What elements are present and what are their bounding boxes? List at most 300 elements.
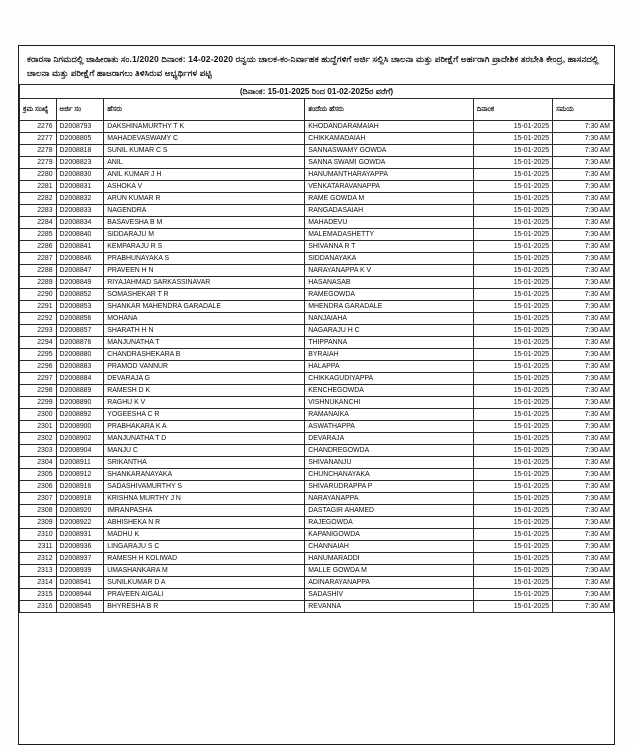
cell-date: 15-01-2025 (473, 265, 552, 277)
cell-serial-number: 2314 (20, 577, 57, 589)
cell-candidate-name: KRISHNA MURTHY J N (104, 493, 305, 505)
cell-application-number: D2008922 (56, 517, 104, 529)
cell-serial-number: 2291 (20, 301, 57, 313)
cell-father-name: SHIVANANJU (305, 457, 474, 469)
cell-candidate-name: RIYAJAHMAD SARKASSINAVAR (104, 277, 305, 289)
cell-father-name: SIDDANAYAKA (305, 253, 474, 265)
cell-candidate-name: CHANDRASHEKARA B (104, 349, 305, 361)
cell-serial-number: 2310 (20, 529, 57, 541)
cell-serial-number: 2312 (20, 553, 57, 565)
cell-time: 7:30 AM (553, 385, 614, 397)
cell-time: 7:30 AM (553, 253, 614, 265)
cell-date: 15-01-2025 (473, 529, 552, 541)
cell-serial-number: 2316 (20, 601, 57, 613)
cell-date: 15-01-2025 (473, 229, 552, 241)
cell-serial-number: 2285 (20, 229, 57, 241)
date-range: (ದಿನಾಂಕ: 15-01-2025 ರಿಂದ 01-02-2025ರ ವರೆಗೆ) (20, 85, 614, 99)
cell-father-name: CHUNCHANAYAKA (305, 469, 474, 481)
cell-father-name: CHIKKAGUDIYAPPA (305, 373, 474, 385)
cell-application-number: D2008880 (56, 349, 104, 361)
table-row (20, 205, 614, 217)
cell-time: 7:30 AM (553, 601, 614, 613)
cell-father-name: KAPANIGOWDA (305, 529, 474, 541)
cell-time: 7:30 AM (553, 373, 614, 385)
cell-time: 7:30 AM (553, 589, 614, 601)
cell-date: 15-01-2025 (473, 577, 552, 589)
cell-date: 15-01-2025 (473, 409, 552, 421)
cell-time: 7:30 AM (553, 217, 614, 229)
table-row (20, 385, 614, 397)
cell-father-name: RAJEGOWDA (305, 517, 474, 529)
cell-application-number: D2008931 (56, 529, 104, 541)
col-header-father-name: ತಂದೆಯ ಹೆಸರು (305, 99, 474, 121)
cell-father-name: BYRAIAH (305, 349, 474, 361)
table-row (20, 181, 614, 193)
cell-father-name: DEVARAJA (305, 433, 474, 445)
table-row (20, 481, 614, 493)
cell-father-name: NANJAIAHA (305, 313, 474, 325)
cell-father-name: DASTAGIR AHAMED (305, 505, 474, 517)
cell-candidate-name: YOGEESHA C R (104, 409, 305, 421)
cell-date: 15-01-2025 (473, 457, 552, 469)
cell-time: 7:30 AM (553, 277, 614, 289)
cell-father-name: KHODANDARAMAIAH (305, 121, 474, 133)
cell-serial-number: 2276 (20, 121, 57, 133)
cell-date: 15-01-2025 (473, 133, 552, 145)
cell-date: 15-01-2025 (473, 373, 552, 385)
table-row (20, 445, 614, 457)
cell-time: 7:30 AM (553, 241, 614, 253)
cell-father-name: RAMEGOWDA (305, 289, 474, 301)
cell-application-number: D2008849 (56, 277, 104, 289)
cell-serial-number: 2305 (20, 469, 57, 481)
cell-time: 7:30 AM (553, 517, 614, 529)
table-row (20, 589, 614, 601)
cell-date: 15-01-2025 (473, 445, 552, 457)
table-row (20, 157, 614, 169)
cell-candidate-name: MADHU K (104, 529, 305, 541)
col-header-time: ಸಮಯ (553, 99, 614, 121)
cell-date: 15-01-2025 (473, 157, 552, 169)
cell-date: 15-01-2025 (473, 541, 552, 553)
cell-serial-number: 2288 (20, 265, 57, 277)
cell-father-name: THIPPANNA (305, 337, 474, 349)
table-row (20, 553, 614, 565)
cell-serial-number: 2289 (20, 277, 57, 289)
candidate-table (19, 84, 614, 613)
cell-candidate-name: SHANKARANAYAKA (104, 469, 305, 481)
cell-date: 15-01-2025 (473, 169, 552, 181)
cell-candidate-name: SUNILKUMAR D A (104, 577, 305, 589)
table-header-row (20, 99, 614, 121)
col-header-serial: ಕ್ರಮ ಸಂಖ್ಯೆ (20, 99, 57, 121)
cell-father-name: RANGADASAIAH (305, 205, 474, 217)
table-row (20, 529, 614, 541)
cell-date: 15-01-2025 (473, 469, 552, 481)
cell-candidate-name: KEMPARAJU R S (104, 241, 305, 253)
cell-candidate-name: PRABHUNAYAKA S (104, 253, 305, 265)
cell-time: 7:30 AM (553, 265, 614, 277)
cell-time: 7:30 AM (553, 577, 614, 589)
cell-time: 7:30 AM (553, 433, 614, 445)
cell-father-name: SADASHIV (305, 589, 474, 601)
cell-father-name: MHENDRA GARADALE (305, 301, 474, 313)
cell-candidate-name: BASAVESHA B M (104, 217, 305, 229)
cell-father-name: CHANNAIAH (305, 541, 474, 553)
cell-serial-number: 2298 (20, 385, 57, 397)
cell-serial-number: 2279 (20, 157, 57, 169)
cell-serial-number: 2299 (20, 397, 57, 409)
cell-application-number: D2008823 (56, 157, 104, 169)
cell-time: 7:30 AM (553, 541, 614, 553)
cell-time: 7:30 AM (553, 565, 614, 577)
cell-candidate-name: MANJU C (104, 445, 305, 457)
cell-date: 15-01-2025 (473, 553, 552, 565)
document-title: ಕರಾರಸಾ ನಿಗಮದಲ್ಲಿ ಜಾಹೀರಾತು ಸಂ.1/2020 ದಿನಾಂಕ: 14-02-2020 ರನ್ವಯ ಚಾಲಕ-ಕಂ-ನಿರ್ವಾಹಕ ಹುದ್ದೆಗಳಿಗೆ ಅರ್ಜಿ ಸಲ್ಲಿಸಿ ಚಾಲನಾ ಮತ್ತು ಪರೀಕ್ಷೆಗೆ ಅರ್ಹರಾಗಿ ಪ್ರಾದೇಶಿಕ ತರಬೇತಿ ಕೇಂದ್ರ, ಹಾಸನದಲ್ಲಿ ಚಾಲನಾ ಮತ್ತು ಪರೀಕ್ಷೆಗೆ ಹಾಜರಾಗಲು ತಿಳಿಸಿರುವ ಅಭ್ಯರ್ಥಿಗಳ ಪಟ್ಟಿ (27, 54, 599, 78)
cell-father-name: HANUMANTHARAYAPPA (305, 169, 474, 181)
cell-application-number: D2008883 (56, 361, 104, 373)
cell-serial-number: 2303 (20, 445, 57, 457)
table-row (20, 169, 614, 181)
cell-date: 15-01-2025 (473, 193, 552, 205)
cell-date: 15-01-2025 (473, 385, 552, 397)
cell-time: 7:30 AM (553, 481, 614, 493)
cell-serial-number: 2313 (20, 565, 57, 577)
cell-candidate-name: BHYRESHA B R (104, 601, 305, 613)
cell-father-name: HALAPPA (305, 361, 474, 373)
cell-father-name: VENKATARAVANAPPA (305, 181, 474, 193)
cell-father-name: RAMANAIKA (305, 409, 474, 421)
cell-time: 7:30 AM (553, 229, 614, 241)
table-row (20, 541, 614, 553)
table-row (20, 421, 614, 433)
cell-father-name: VISHNUKANCHI (305, 397, 474, 409)
cell-serial-number: 2278 (20, 145, 57, 157)
table-row (20, 277, 614, 289)
cell-application-number: D2008856 (56, 313, 104, 325)
cell-application-number: D2008912 (56, 469, 104, 481)
table-row (20, 433, 614, 445)
cell-application-number: D2008892 (56, 409, 104, 421)
cell-father-name: SANNA SWAMI GOWDA (305, 157, 474, 169)
cell-candidate-name: PRAVEEN H N (104, 265, 305, 277)
table-row (20, 493, 614, 505)
table-row (20, 469, 614, 481)
cell-candidate-name: RAMESH D K (104, 385, 305, 397)
cell-father-name: RAME GOWDA M (305, 193, 474, 205)
cell-application-number: D2008847 (56, 265, 104, 277)
cell-candidate-name: SHANKAR MAHENDRA GARADALE (104, 301, 305, 313)
cell-application-number: D2008834 (56, 217, 104, 229)
cell-time: 7:30 AM (553, 505, 614, 517)
cell-serial-number: 2302 (20, 433, 57, 445)
cell-application-number: D2008944 (56, 589, 104, 601)
cell-application-number: D2008840 (56, 229, 104, 241)
candidate-table-body (20, 121, 614, 613)
cell-application-number: D2008857 (56, 325, 104, 337)
table-row (20, 517, 614, 529)
table-row (20, 361, 614, 373)
cell-time: 7:30 AM (553, 457, 614, 469)
cell-date: 15-01-2025 (473, 253, 552, 265)
cell-father-name: SANNASWAMY GOWDA (305, 145, 474, 157)
cell-serial-number: 2294 (20, 337, 57, 349)
document-page (18, 45, 615, 745)
cell-candidate-name: PRAVEEN AIGALI (104, 589, 305, 601)
table-row (20, 229, 614, 241)
cell-application-number: D2008904 (56, 445, 104, 457)
cell-date: 15-01-2025 (473, 145, 552, 157)
cell-serial-number: 2280 (20, 169, 57, 181)
cell-serial-number: 2290 (20, 289, 57, 301)
cell-time: 7:30 AM (553, 553, 614, 565)
cell-candidate-name: LINGARAJU S C (104, 541, 305, 553)
cell-time: 7:30 AM (553, 169, 614, 181)
cell-time: 7:30 AM (553, 181, 614, 193)
cell-date: 15-01-2025 (473, 205, 552, 217)
table-row (20, 349, 614, 361)
cell-candidate-name: ANIL KUMAR J H (104, 169, 305, 181)
cell-application-number: D2008920 (56, 505, 104, 517)
cell-date: 15-01-2025 (473, 313, 552, 325)
cell-serial-number: 2307 (20, 493, 57, 505)
cell-time: 7:30 AM (553, 361, 614, 373)
date-range-row (20, 85, 614, 99)
cell-application-number: D2008941 (56, 577, 104, 589)
cell-date: 15-01-2025 (473, 433, 552, 445)
cell-candidate-name: PRAMOD VANNUR (104, 361, 305, 373)
cell-date: 15-01-2025 (473, 349, 552, 361)
cell-application-number: D2008818 (56, 145, 104, 157)
cell-time: 7:30 AM (553, 325, 614, 337)
cell-time: 7:30 AM (553, 301, 614, 313)
cell-date: 15-01-2025 (473, 481, 552, 493)
cell-date: 15-01-2025 (473, 397, 552, 409)
cell-time: 7:30 AM (553, 349, 614, 361)
cell-serial-number: 2293 (20, 325, 57, 337)
cell-time: 7:30 AM (553, 121, 614, 133)
cell-serial-number: 2281 (20, 181, 57, 193)
cell-candidate-name: ANIL (104, 157, 305, 169)
cell-serial-number: 2315 (20, 589, 57, 601)
cell-application-number: D2008918 (56, 493, 104, 505)
table-row (20, 217, 614, 229)
cell-application-number: D2008805 (56, 133, 104, 145)
cell-father-name: NARAYANAPPA (305, 493, 474, 505)
cell-candidate-name: RAMESH H KOLIWAD (104, 553, 305, 565)
cell-serial-number: 2292 (20, 313, 57, 325)
cell-serial-number: 2300 (20, 409, 57, 421)
cell-candidate-name: IMRANPASHA (104, 505, 305, 517)
cell-application-number: D2008852 (56, 289, 104, 301)
cell-father-name: HASANASAB (305, 277, 474, 289)
table-row (20, 565, 614, 577)
cell-candidate-name: NAGENDRA (104, 205, 305, 217)
table-row (20, 289, 614, 301)
cell-serial-number: 2301 (20, 421, 57, 433)
cell-application-number: D2008831 (56, 181, 104, 193)
cell-application-number: D2008884 (56, 373, 104, 385)
cell-serial-number: 2284 (20, 217, 57, 229)
cell-time: 7:30 AM (553, 529, 614, 541)
table-row (20, 373, 614, 385)
table-row (20, 409, 614, 421)
cell-father-name: SHIVANNA R T (305, 241, 474, 253)
cell-date: 15-01-2025 (473, 241, 552, 253)
cell-application-number: D2008793 (56, 121, 104, 133)
cell-application-number: D2008876 (56, 337, 104, 349)
cell-father-name: KENCHEGOWDA (305, 385, 474, 397)
cell-date: 15-01-2025 (473, 421, 552, 433)
table-row (20, 325, 614, 337)
cell-date: 15-01-2025 (473, 217, 552, 229)
cell-serial-number: 2304 (20, 457, 57, 469)
cell-application-number: D2008853 (56, 301, 104, 313)
cell-father-name: MAHADEVU (305, 217, 474, 229)
cell-father-name: HANUMARADDI (305, 553, 474, 565)
cell-serial-number: 2309 (20, 517, 57, 529)
table-row (20, 337, 614, 349)
cell-application-number: D2008916 (56, 481, 104, 493)
cell-application-number: D2008936 (56, 541, 104, 553)
cell-candidate-name: SIDDARAJU M (104, 229, 305, 241)
table-row (20, 313, 614, 325)
cell-serial-number: 2286 (20, 241, 57, 253)
cell-candidate-name: DEVARAJA G (104, 373, 305, 385)
cell-date: 15-01-2025 (473, 601, 552, 613)
cell-time: 7:30 AM (553, 337, 614, 349)
cell-candidate-name: ASHOKA V (104, 181, 305, 193)
table-row (20, 241, 614, 253)
cell-time: 7:30 AM (553, 313, 614, 325)
cell-time: 7:30 AM (553, 145, 614, 157)
cell-application-number: D2008833 (56, 205, 104, 217)
cell-time: 7:30 AM (553, 193, 614, 205)
cell-date: 15-01-2025 (473, 493, 552, 505)
cell-candidate-name: SRIKANTHA (104, 457, 305, 469)
cell-candidate-name: SUNIL KUMAR C S (104, 145, 305, 157)
cell-father-name: ASWATHAPPA (305, 421, 474, 433)
cell-time: 7:30 AM (553, 469, 614, 481)
cell-application-number: D2008937 (56, 553, 104, 565)
cell-date: 15-01-2025 (473, 361, 552, 373)
table-row (20, 577, 614, 589)
cell-candidate-name: DAKSHINAMURTHY T K (104, 121, 305, 133)
cell-date: 15-01-2025 (473, 289, 552, 301)
table-row (20, 397, 614, 409)
cell-candidate-name: RAGHU K V (104, 397, 305, 409)
table-row (20, 193, 614, 205)
cell-father-name: NAGARAJU H C (305, 325, 474, 337)
col-header-application-number: ಅರ್ಜಿ ಸಂ (56, 99, 104, 121)
cell-date: 15-01-2025 (473, 121, 552, 133)
cell-candidate-name: MAHADEVASWAMY C (104, 133, 305, 145)
cell-father-name: MALLE GOWDA M (305, 565, 474, 577)
table-row (20, 265, 614, 277)
cell-date: 15-01-2025 (473, 337, 552, 349)
cell-father-name: CHANDREGOWDA (305, 445, 474, 457)
cell-serial-number: 2295 (20, 349, 57, 361)
table-row (20, 253, 614, 265)
cell-father-name: REVANNA (305, 601, 474, 613)
cell-serial-number: 2311 (20, 541, 57, 553)
col-header-date: ದಿನಾಂಕ (473, 99, 552, 121)
cell-application-number: D2008832 (56, 193, 104, 205)
cell-date: 15-01-2025 (473, 565, 552, 577)
cell-father-name: NARAYANAPPA K V (305, 265, 474, 277)
cell-serial-number: 2283 (20, 205, 57, 217)
cell-candidate-name: ABHISHEKA N R (104, 517, 305, 529)
cell-candidate-name: UMASHANKARA M (104, 565, 305, 577)
cell-date: 15-01-2025 (473, 589, 552, 601)
cell-date: 15-01-2025 (473, 505, 552, 517)
cell-time: 7:30 AM (553, 493, 614, 505)
cell-application-number: D2008846 (56, 253, 104, 265)
cell-time: 7:30 AM (553, 397, 614, 409)
cell-application-number: D2008889 (56, 385, 104, 397)
table-row (20, 505, 614, 517)
cell-time: 7:30 AM (553, 445, 614, 457)
table-row (20, 145, 614, 157)
cell-time: 7:30 AM (553, 409, 614, 421)
cell-application-number: D2008911 (56, 457, 104, 469)
table-row (20, 121, 614, 133)
cell-candidate-name: MANJUNATHA T (104, 337, 305, 349)
cell-father-name: ADINARAYANAPPA (305, 577, 474, 589)
cell-candidate-name: SHARATH H N (104, 325, 305, 337)
cell-date: 15-01-2025 (473, 181, 552, 193)
cell-application-number: D2008902 (56, 433, 104, 445)
cell-candidate-name: MOHANA (104, 313, 305, 325)
cell-candidate-name: MANJUNATHA T D (104, 433, 305, 445)
col-header-name: ಹೆಸರು (104, 99, 305, 121)
table-row (20, 133, 614, 145)
cell-date: 15-01-2025 (473, 301, 552, 313)
cell-serial-number: 2287 (20, 253, 57, 265)
cell-candidate-name: PRABHAKARA K A (104, 421, 305, 433)
cell-candidate-name: SADASHIVAMURTHY S (104, 481, 305, 493)
cell-serial-number: 2297 (20, 373, 57, 385)
cell-application-number: D2008830 (56, 169, 104, 181)
cell-application-number: D2008900 (56, 421, 104, 433)
cell-time: 7:30 AM (553, 421, 614, 433)
cell-time: 7:30 AM (553, 133, 614, 145)
cell-application-number: D2008945 (56, 601, 104, 613)
table-row (20, 457, 614, 469)
table-row (20, 301, 614, 313)
cell-time: 7:30 AM (553, 289, 614, 301)
cell-application-number: D2008890 (56, 397, 104, 409)
cell-application-number: D2008939 (56, 565, 104, 577)
cell-time: 7:30 AM (553, 157, 614, 169)
cell-date: 15-01-2025 (473, 277, 552, 289)
cell-serial-number: 2277 (20, 133, 57, 145)
cell-candidate-name: SOMASHEKAR T R (104, 289, 305, 301)
cell-father-name: SHIVARUDRAPPA P (305, 481, 474, 493)
cell-serial-number: 2308 (20, 505, 57, 517)
cell-serial-number: 2296 (20, 361, 57, 373)
cell-application-number: D2008841 (56, 241, 104, 253)
cell-time: 7:30 AM (553, 205, 614, 217)
table-row (20, 601, 614, 613)
cell-date: 15-01-2025 (473, 517, 552, 529)
cell-serial-number: 2306 (20, 481, 57, 493)
cell-serial-number: 2282 (20, 193, 57, 205)
cell-father-name: MALEMADASHETTY (305, 229, 474, 241)
cell-date: 15-01-2025 (473, 325, 552, 337)
cell-father-name: CHIKKAMADAIAH (305, 133, 474, 145)
cell-candidate-name: ARUN KUMAR R (104, 193, 305, 205)
